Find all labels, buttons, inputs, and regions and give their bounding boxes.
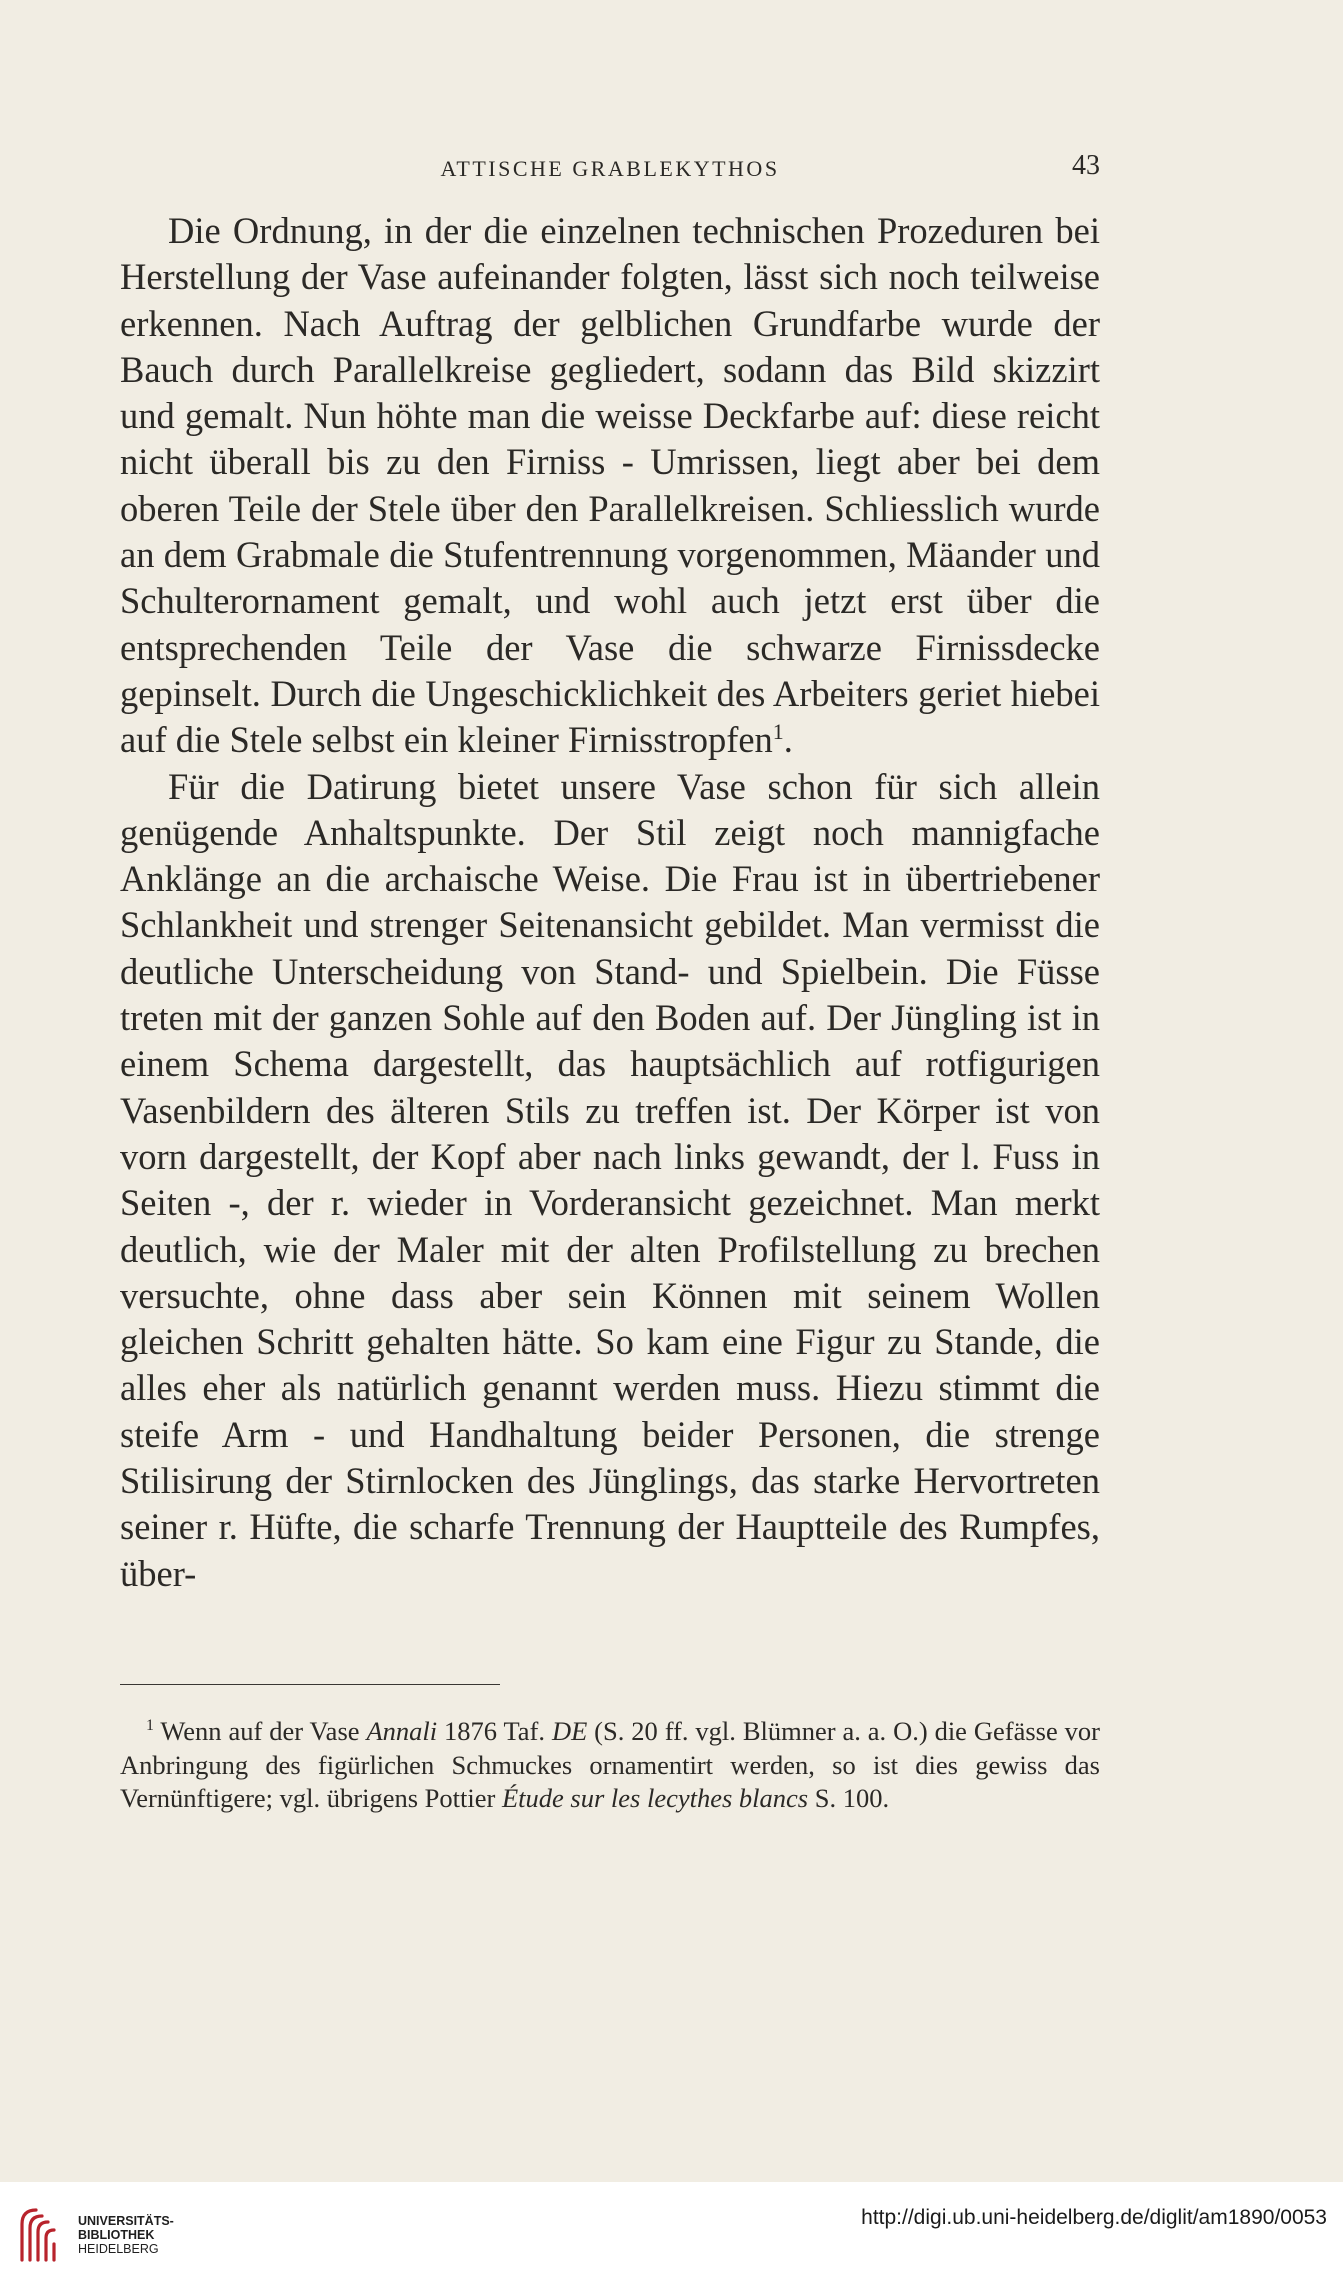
footnote-divider bbox=[120, 1684, 500, 1685]
library-name bbox=[78, 2214, 174, 2256]
footnotes bbox=[120, 1715, 1100, 1816]
paragraph-text: Die Ordnung, in der die einzelnen technischen Prozeduren bei Herstellung der Vase aufeinander folgten, lässt sich noch teilweise erkennen. Nach Auftrag der gelblichen Grundfarbe wurde der Bauch durch Parallelkreise gegliedert, sodann das Bild skizzirt und gemalt. Nun höhte man die weisse Deckfarbe auf: diese reicht nicht überall bis zu den Firniss - Umrissen, liegt aber bei dem oberen Teile der Stele über den Parallelkreisen. Schliesslich wurde an dem Grabmale die Stufentrennung vorgenommen, Mäander und Schulterornament gemalt, und wohl auch jetzt erst über die entsprechenden Teile der Vase die schwarze Firnissdecke gepinselt. Durch die Ungeschicklichkeit des Arbeiters geriet hiebei auf die Stele selbst ein kleiner Firnisstropfen bbox=[120, 210, 1100, 761]
footnote bbox=[120, 1715, 1100, 1816]
running-title: ATTISCHE GRABLEKYTHOS bbox=[440, 156, 780, 181]
paragraph-text: Für die Datirung bietet unsere Vase schon für sich allein genügende Anhaltspunkte. Der Stil zeigt noch mannigfache Anklänge an die archaische Weise. Die Frau ist in übertriebener Schlankheit und strenger Seitenansicht gebildet. Man vermisst die deutliche Unterscheidung von Stand- und Spielbein. Die Füsse treten mit der ganzen Sohle auf den Boden auf. Der Jüngling ist in einem Schema dargestellt, das hauptsächlich auf rotfigurigen Vasenbildern des älteren Stils zu treffen ist. Der Körper ist von vorn dargestellt, der Kopf aber nach links gewandt, der l. Fuss in Seiten -, der r. wieder in Vorderansicht gezeichnet. Man merkt deutlich, wie der Maler mit der alten Profilstellung zu brechen versuchte, ohne dass aber sein Können mit seinem Wollen gleichen Schritt gehalten hätte. So kam eine Figur zu Stande, die alles eher als natürlich genannt werden muss. Hiezu stimmt die steife Arm - und Handhaltung beider Personen, die strenge Stilisirung der Stirnlocken des Jünglings, das starke Hervortreten seiner r. Hüfte, die scharfe Trennung der Hauptteile des Rumpfes, über- bbox=[120, 765, 1100, 1594]
paragraph-end: . bbox=[783, 719, 793, 761]
footnote-text: (S. 20 ff. vgl. Blümner a. a. O.) die Gefässe vor Anbringung des figürlichen Schmuckes ornamentirt werden, so ist dies gewiss das Vernünftigere; vgl. übrigens Pottier bbox=[120, 1716, 1100, 1813]
footnote-italic: Annali bbox=[366, 1716, 438, 1746]
footnote-italic: Étude sur les lecythes blancs bbox=[501, 1783, 809, 1813]
library-name-line: UNIVERSITÄTS- bbox=[78, 2214, 174, 2228]
source-url-link[interactable]: http://digi.ub.uni-heidelberg.de/diglit/am1890/0053 bbox=[861, 2206, 1327, 2229]
digitization-footer bbox=[0, 2182, 1343, 2279]
running-head bbox=[120, 150, 1100, 190]
footnote-italic: DE bbox=[551, 1716, 588, 1746]
library-name-line: BIBLIOTHEK bbox=[78, 2228, 155, 2242]
footnote-text: S. 100. bbox=[808, 1783, 890, 1813]
footnote-text: 1876 Taf. bbox=[437, 1716, 552, 1746]
footnote-text: Wenn auf der Vase bbox=[160, 1716, 367, 1746]
paragraph bbox=[120, 764, 1100, 1597]
body-text bbox=[120, 208, 1100, 1597]
heidelberg-library-logo-icon bbox=[14, 2204, 66, 2264]
paragraph bbox=[120, 208, 1100, 764]
footnote-marker: 1 bbox=[146, 1717, 154, 1735]
footnote-reference: 1 bbox=[772, 719, 784, 745]
library-name-line: HEIDELBERG bbox=[78, 2242, 159, 2256]
page-number: 43 bbox=[1072, 150, 1100, 181]
